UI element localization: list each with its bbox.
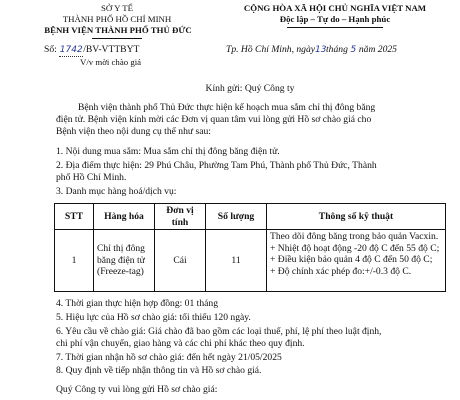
- cell-specs: [267, 230, 446, 292]
- item-6-line: chi phí vận chuyển, giao hàng và các chi phí khác theo quy định.: [56, 338, 305, 349]
- date-prefix: Tp. Hồ Chí Minh, ngày: [226, 44, 316, 55]
- item-6: [56, 326, 448, 350]
- left-header-rule: [92, 38, 142, 39]
- doc-no-suffix: /BV-VTTBYT: [83, 44, 140, 55]
- subject-line: V/v mời chào giá: [80, 57, 142, 67]
- document-number: [44, 44, 139, 57]
- table-row: [55, 230, 446, 292]
- cell-quantity: 11: [206, 230, 267, 292]
- national-motto: Độc lập – Tự do – Hạnh phúc: [279, 14, 391, 24]
- header-quantity: Số lượng: [206, 204, 267, 230]
- item-1: 1. Nội dung mua sắm: Mua sắm chỉ thị đông băng điện tử.: [56, 146, 280, 157]
- intro-line: Bệnh viện thành phố Thủ Đức thực hiện kế hoạch mua sắm chỉ thị đông băng: [78, 102, 376, 113]
- date-month-label: tháng: [326, 44, 348, 55]
- intro-paragraph: [56, 102, 448, 138]
- spec-line: Theo dõi đông băng trong bảo quản Vacxin.: [270, 231, 439, 242]
- closing-line: Quý Công ty vui lòng gửi Hồ sơ chào giá:: [56, 384, 218, 395]
- goods-table: [54, 203, 446, 292]
- date-year: năm 2025: [358, 44, 397, 55]
- doc-no-handwritten: 1742: [59, 45, 83, 55]
- spec-line: + Điều kiện bảo quản 4 độ C đến 50 độ C;: [270, 254, 433, 265]
- month-handwritten: 5: [350, 45, 357, 55]
- intro-line: điện tử. Bệnh viện kính mời các Đơn vị quan tâm vui lòng gửi Hồ sơ chào giá cho: [56, 114, 372, 125]
- item-2-line: 2. Địa điểm thực hiện: 29 Phú Châu, Phường Tam Phú, Thành phố Thủ Đức, Thành: [56, 160, 377, 171]
- header-stt: STT: [55, 204, 94, 230]
- spec-line: + Độ chính xác phép đo:+/-0.3 độ C.: [270, 265, 412, 277]
- department-name: SỞ Y TẾ: [101, 3, 133, 13]
- item-3: 3. Danh mục hàng hoá/dịch vụ:: [56, 186, 177, 197]
- header-goods: Hàng hóa: [94, 204, 155, 230]
- header-specs: Thông số kỹ thuật: [267, 204, 446, 230]
- cell-unit: Cái: [155, 230, 206, 292]
- date-line: [226, 44, 397, 56]
- salutation: Kính gửi: Quý Công ty: [205, 83, 295, 94]
- item-7: 7. Thời gian nhận hồ sơ chào giá: đến hết ngày 21/05/2025: [56, 352, 282, 363]
- item-6-line: 6. Yêu cầu về chào giá: Giá chào đã bao gồm các loại thuế, phí, lệ phí theo luật định,: [56, 326, 382, 337]
- item-8: 8. Quy định về tiếp nhận thông tin và Hồ sơ chào giá.: [56, 365, 262, 376]
- item-2-line: phố Hồ Chí Minh.: [56, 172, 127, 183]
- intro-line: Bệnh viện theo nội dung cụ thể như sau:: [56, 126, 211, 137]
- header-unit: Đơn vị tính: [155, 204, 206, 230]
- item-2: [56, 160, 448, 184]
- doc-no-prefix: Số:: [44, 44, 57, 55]
- city-name: THÀNH PHỐ HỒ CHÍ MINH: [62, 14, 172, 24]
- hospital-name: BỆNH VIỆN THÀNH PHỐ THỦ ĐỨC: [44, 25, 192, 35]
- nation-title: CỘNG HÒA XÃ HỘI CHỦ NGHĨA VIỆT NAM: [243, 3, 427, 13]
- cell-goods: Chỉ thị đông băng điện tử (Freeze-tag): [94, 230, 155, 292]
- spec-line: + Nhiệt độ hoạt động -20 độ C đến 55 độ C;: [270, 242, 440, 254]
- right-header-rule: [287, 27, 383, 28]
- item-4: 4. Thời gian thực hiện hợp đồng: 01 tháng: [56, 298, 218, 309]
- day-handwritten: 13: [315, 45, 327, 55]
- table-header-row: [55, 204, 446, 230]
- cell-stt: 1: [55, 230, 94, 292]
- item-5: 5. Hiệu lực của Hồ sơ chào giá: tối thiểu 120 ngày.: [56, 312, 251, 323]
